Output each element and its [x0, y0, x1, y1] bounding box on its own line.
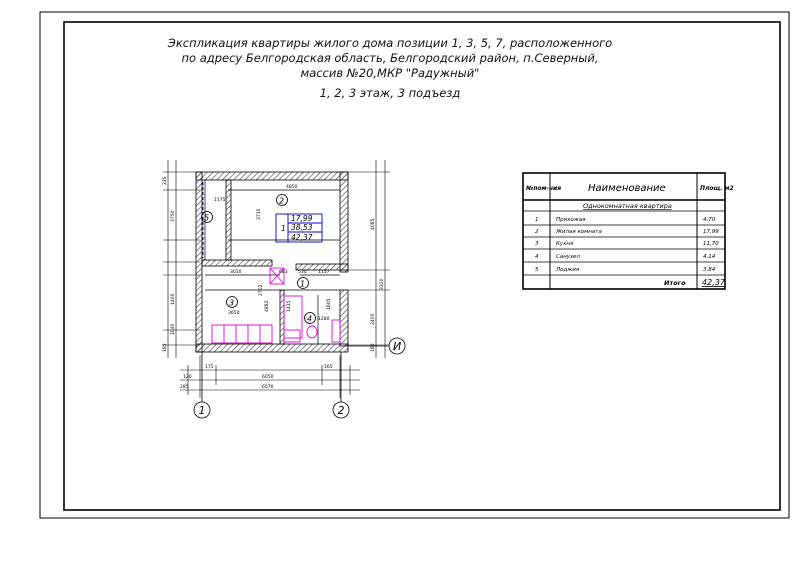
dim-1605: 1605	[327, 298, 332, 310]
dim-left-185: 185	[163, 343, 168, 352]
row-3-name: Кухня	[556, 241, 574, 247]
axis-label-2: 2	[337, 404, 345, 417]
row-2-num: 2	[535, 229, 539, 235]
dim-left-225: 225	[163, 176, 168, 185]
table-header-num: №пом-ния	[526, 185, 562, 192]
drawing-title-line-3: массив №20,МКР "Радужный"	[300, 66, 480, 80]
axis-label-i: И	[393, 340, 402, 353]
dim-3710: 3710	[257, 208, 262, 220]
dim-4882: 4882	[265, 300, 270, 312]
dim-6050: 6050	[262, 375, 274, 380]
row-2-area: 17,99	[703, 229, 719, 235]
dim-right-2400: 2400	[371, 313, 376, 325]
dim-165: 165	[324, 365, 333, 370]
row-4-num: 4	[535, 254, 539, 260]
dim-1157: 1157	[318, 270, 330, 275]
row-4-name: Санузел	[556, 254, 580, 260]
room-label-1: 1	[300, 279, 306, 289]
row-2-name: Жилая комната	[556, 229, 602, 235]
table-header-name: Наименование	[588, 183, 666, 194]
dim-top-width: 4850	[286, 185, 298, 190]
row-1-name: Прихожая	[556, 217, 586, 223]
room-label-4: 4	[307, 314, 313, 324]
dim-3650: 3650	[228, 311, 240, 316]
dim-right-4085: 4085	[371, 218, 376, 230]
dim-left-3750: 3750	[171, 210, 176, 222]
row-5-area: 3,84	[703, 267, 716, 273]
room-label-3: 3	[229, 298, 235, 308]
dim-3010: 3010	[230, 270, 242, 275]
axis-label-1: 1	[198, 404, 206, 417]
row-4-area: 4,14	[703, 254, 716, 260]
dim-2702: 2702	[259, 284, 264, 296]
row-5-num: 5	[535, 267, 539, 273]
dim-175: 175	[205, 365, 214, 370]
drawing-title-line-2: по адресу Белгородская область, Белгородский район, п.Северный,	[181, 51, 599, 65]
floor-plan	[162, 160, 405, 418]
dim-120: 120	[183, 375, 192, 380]
dim-1175: 1175	[214, 198, 226, 203]
dim-530: 530	[298, 270, 307, 275]
row-3-area: 11,70	[703, 241, 719, 247]
dim-left-1400: 1400	[171, 293, 176, 305]
dim-683: 683	[279, 270, 288, 275]
total-label: Итого	[664, 279, 686, 287]
dim-1415: 1415	[287, 300, 292, 312]
dim-1280: 1280	[318, 317, 330, 322]
area-living: 17,99	[291, 214, 313, 223]
row-1-area: 4,70	[703, 217, 716, 223]
row-5-name: Лоджия	[556, 267, 580, 273]
room-label-5: 5	[204, 213, 210, 223]
dim-6570: 6570	[262, 385, 274, 390]
table-header-area: Площ. м2	[700, 185, 734, 192]
dim-left-1040: 1040	[171, 323, 176, 335]
room-label-2: 2	[279, 196, 285, 206]
drawing-title-line-1: Экспликация квартиры жилого дома позиции 1, 3, 5, 7, расположенного	[167, 36, 613, 50]
drawing-title-line-4: 1, 2, 3 этаж, 3 подъезд	[319, 86, 461, 100]
table-subheader: Однокомнатная квартира	[583, 202, 672, 210]
area-useful: 38,53	[291, 223, 313, 232]
row-1-num: 1	[535, 217, 539, 223]
total-value: 42,37	[702, 278, 725, 287]
area-box-index: 1	[281, 224, 286, 233]
dim-right-3320: 3320	[380, 278, 385, 290]
area-box	[276, 214, 322, 242]
area-total: 42,37	[291, 233, 313, 242]
dim-right-180: 180	[371, 343, 376, 352]
dim-285: 285	[180, 385, 189, 390]
row-3-num: 3	[535, 241, 539, 247]
